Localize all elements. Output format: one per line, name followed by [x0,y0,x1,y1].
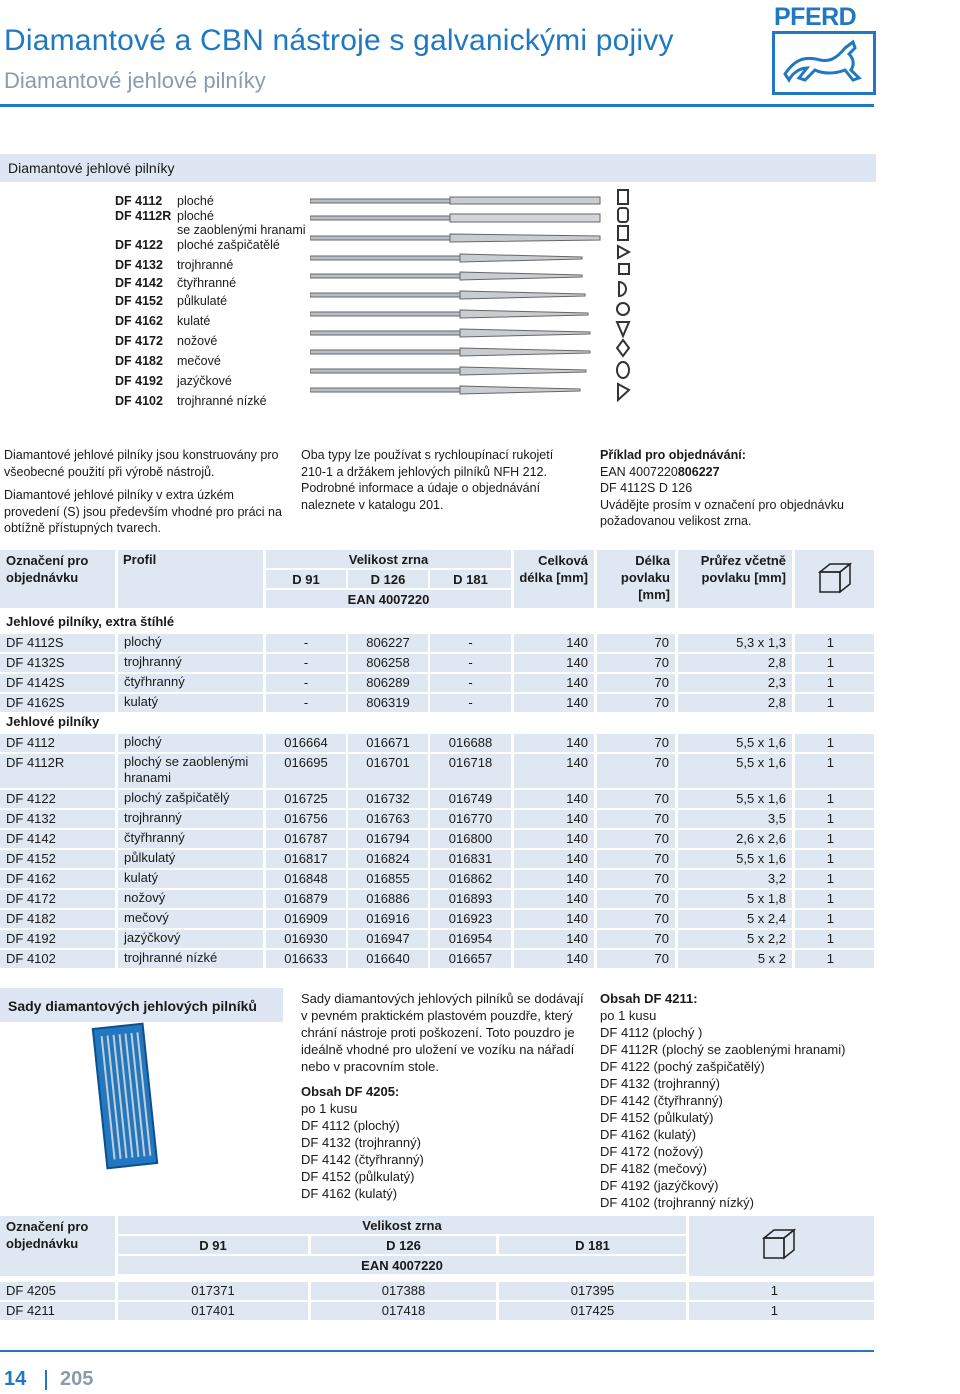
df4211-list [600,1007,870,1211]
ean-d126: 016947 [366,931,410,946]
coat-length: 70 [654,931,669,946]
low-triangle-profile-icon [618,384,629,400]
pack-qty: 1 [826,811,834,826]
cross-section: 5,5 x 1,6 [736,735,786,750]
coat-length: 70 [654,951,669,966]
cross-section: 3,2 [767,871,786,886]
list-item: DF 4112 (plochý) [301,1118,400,1133]
ean-d126: 806227 [366,635,410,650]
item-name: trojhranné nízké [177,394,267,408]
item-name: ploché [177,194,214,208]
oval-profile-icon [617,362,629,378]
ean-d91: 017401 [191,1303,235,1318]
list-item: po 1 kusu [301,1101,358,1116]
ean-d181: 016923 [448,911,493,926]
table-row [0,1282,874,1300]
table-row [0,870,874,888]
order-code: DF 4112S [6,635,64,650]
profile: mečový [124,910,169,925]
col-length: Celková délka [mm] [519,553,588,585]
package-icon [818,562,852,594]
ean-d91: - [303,655,309,670]
order-code: DF 4122 [6,791,56,806]
table2-header [0,1216,874,1276]
ean-d181: 017425 [570,1303,615,1318]
col-d91: D 91 [292,572,320,587]
ean-d91: 016695 [284,755,328,770]
table1-header [0,550,874,608]
profile: trojhranné nízké [124,950,218,965]
total-length: 140 [566,911,588,926]
list-item: DF 4142 (čtyřhranný) [301,1152,424,1167]
order-code: DF 4205 [6,1283,56,1298]
total-length: 140 [566,951,588,966]
order-code: DF 4211 [6,1303,55,1318]
df4205-list [301,1100,586,1202]
pferd-logo [772,3,876,93]
ean-d126: 806258 [366,655,410,670]
total-length: 140 [566,811,588,826]
item-name: jazýčkové [177,374,232,388]
file-set-case-image [0,1022,283,1174]
item-code: DF 4172 [115,334,163,348]
order-code: DF 4102 [6,951,56,966]
order-code: DF 4132S [6,655,65,670]
list-item: DF 4182 (mečový) [600,1161,707,1176]
total-length: 140 [566,655,588,670]
ean-d126: 806319 [366,695,410,710]
item-name: nožové [177,334,218,348]
profile: plochý [124,734,162,749]
order-example-code: DF 4112S D 126 [600,481,693,495]
cross-section: 3,5 [767,811,786,826]
ean-d126: 017418 [381,1303,426,1318]
order-example-title: Příklad pro objednávání: [600,448,746,462]
ean-d91: - [303,675,309,690]
item-name: trojhranné [177,258,234,272]
total-length: 140 [566,831,588,846]
ean-d126: 016916 [366,911,410,926]
ean-d91: - [303,695,309,710]
table-row [0,694,874,712]
ean-d91: 016725 [284,791,328,806]
group-slim: Jehlové pilníky, extra štíhlé [6,614,175,629]
ean-d181: 016688 [448,735,493,750]
pack-qty: 1 [826,675,834,690]
ean-d181: 016862 [448,871,493,886]
ean-d91: 016909 [284,911,328,926]
list-item: DF 4122 (pochý zašpičatělý) [600,1059,765,1074]
list-item: DF 4102 (trojhranný nízký) [600,1195,754,1210]
table-row [0,890,874,908]
pack-qty: 1 [826,871,834,886]
item-name: čtyřhranné [177,276,237,290]
total-length: 140 [566,695,588,710]
table-row [0,790,874,808]
col-coat-length: Délka povlaku [mm] [620,553,670,602]
list-item: DF 4162 (kulatý) [301,1186,398,1201]
ean-d126: 016671 [366,735,410,750]
col-order: Označení pro objednávku [6,553,89,585]
pack-qty: 1 [826,931,834,946]
profile: jazýčkový [124,930,181,945]
total-length: 140 [566,931,588,946]
profile: půlkulatý [124,850,176,865]
coat-length: 70 [654,755,669,770]
t2-col-d181: D 181 [575,1238,610,1253]
table-row [0,654,874,672]
ean-d126: 016855 [366,871,410,886]
ean-d181: 017395 [570,1283,615,1298]
ean-d181: 016770 [448,811,493,826]
profile: trojhranný [124,810,182,825]
sets-description [301,990,586,1202]
cross-section: 2,6 x 2,6 [736,831,786,846]
ean-d91: 016633 [284,951,328,966]
ean-d181: - [468,635,473,650]
ean-d126: 016701 [366,755,410,770]
half-round-profile-icon [619,282,626,296]
coat-length: 70 [654,655,669,670]
cross-section: 2,3 [767,675,786,690]
logo-text: PFERD [774,3,857,31]
df4205-title: Obsah DF 4205: [301,1084,400,1099]
ean-d181: - [468,655,473,670]
item-code: DF 4152 [115,294,163,308]
list-item: po 1 kusu [600,1008,657,1023]
pack-qty: 1 [826,791,834,806]
intro-col2: Oba typy lze používat s rychloupínací rukojetí 210-1 a držákem jehlových pilníků NFH 212. Podrobné informace a údaje o objednávání naleznete v katalogu 201. [301,448,554,512]
coat-length: 70 [654,911,669,926]
ean-d91: 016664 [284,735,328,750]
df4211-title: Obsah DF 4211: [600,991,698,1006]
list-item: DF 4132 (trojhranný) [301,1135,421,1150]
df4211-contents [600,990,870,1211]
cross-section: 5,5 x 1,6 [736,791,786,806]
ean-d91: 016930 [284,931,328,946]
page-subtitle: Diamantové jehlové pilníky [4,68,266,93]
flat-profile-icon [618,190,628,204]
ean-d126: 016640 [366,951,410,966]
item-name: ploché [177,209,214,223]
page-title: Diamantové a CBN nástroje s galvanickými pojivy [4,24,674,57]
item-name: kulaté [177,314,211,328]
table-row [0,734,874,752]
ean-d181: 016893 [448,891,493,906]
t2-col-grit: Velikost zrna [362,1218,442,1233]
table-row [0,810,874,828]
table-row [0,910,874,928]
barrette-profile-icon [617,340,629,356]
total-length: 140 [566,755,588,770]
ean-d91: 016817 [284,851,328,866]
sets-panel [0,988,283,1174]
order-code: DF 4182 [6,911,56,926]
ean-d126: 806289 [366,675,410,690]
list-item: DF 4152 (půlkulatý) [600,1110,714,1125]
table-row [0,1302,874,1320]
coat-length: 70 [654,871,669,886]
order-code: DF 4172 [6,891,56,906]
order-code: DF 4192 [6,931,56,946]
pack-qty: 1 [770,1303,778,1318]
order-code: DF 4142S [6,675,65,690]
table-row [0,830,874,848]
list-item: DF 4172 (nožový) [600,1144,704,1159]
profile: plochý [124,634,162,649]
coat-length: 70 [654,831,669,846]
coat-length: 70 [654,695,669,710]
total-length: 140 [566,891,588,906]
item-name: se zaoblenými hranami [177,223,306,237]
table-row [0,850,874,868]
round-profile-icon [617,303,629,315]
ean-d181: 016657 [448,951,493,966]
intro-paragraph: Diamantové jehlové pilníky v extra úzkém provedení (S) jsou především vhodné pro práci na obtížně přístupných tvarech. [4,488,282,535]
item-code: DF 4162 [115,314,163,328]
ean-d181: 016954 [448,931,493,946]
overview-heading: Diamantové jehlové pilníky [8,160,175,176]
cross-section: 5 x 1,8 [746,891,786,906]
table-row [0,754,874,788]
overview-list [115,194,315,414]
rounded-profile-icon [618,208,628,222]
profile: plochý zašpičatělý [124,790,230,805]
sets-image-area [0,1022,283,1174]
header-rule [0,104,874,107]
order-code: DF 4162 [6,871,56,886]
item-code: DF 4182 [115,354,163,368]
item-name: ploché zašpičatělé [177,238,280,252]
item-code: DF 4192 [115,374,163,388]
total-length: 140 [566,635,588,650]
list-item: DF 4152 (půlkulatý) [301,1169,415,1184]
pack-qty: 1 [826,655,834,670]
sets-desc-text: Sady diamantových jehlových pilníků se dodávají v pevném praktickém plastovém pouzdře, který chrání nástroje proti poškození. Toto pouzdro je ideálně vhodné pro uložení ve vozíku na nářadí nebo v pracovním stole. [301,991,584,1074]
ean-d91: 017371 [191,1283,235,1298]
total-length: 140 [566,871,588,886]
intro-col3 [600,447,870,530]
coat-length: 70 [654,735,669,750]
ean-d181: 016718 [448,755,493,770]
ean-d126: 016763 [366,811,410,826]
profile: kulatý [124,694,158,709]
package-icon [762,1228,796,1260]
total-length: 140 [566,735,588,750]
cross-section: 5,5 x 1,6 [736,851,786,866]
table-row [0,634,874,652]
ean-d91: - [303,635,309,650]
list-item: DF 4112R (plochý se zaoblenými hranami) [600,1042,846,1057]
horse-icon [772,31,876,95]
list-item: DF 4192 (jazýčkový) [600,1178,719,1193]
intro-paragraph: Diamantové jehlové pilníky jsou konstruovány pro všeobecné použití při výrobě nástrojů. [4,448,279,479]
cross-section: 5 x 2 [757,951,786,966]
footer-rule [0,1350,874,1352]
file-image [310,197,600,204]
col-cross: Průřez včetně povlaku [mm] [700,553,786,585]
table-row [0,950,874,968]
col-grit: Velikost zrna [348,552,429,567]
item-code: DF 4122 [115,238,163,252]
coat-length: 70 [654,891,669,906]
square-profile-icon [619,264,629,274]
list-item: DF 4112 (plochý ) [600,1025,703,1040]
cross-section: 2,8 [767,655,786,670]
ean-d126: 016824 [366,851,410,866]
knife-profile-icon [617,322,629,336]
coat-length: 70 [654,635,669,650]
cross-section: 5 x 2,2 [746,931,786,946]
item-code: DF 4132 [115,258,163,272]
sets-heading: Sady diamantových jehlových pilníků [8,998,257,1014]
order-example-note: Uváděјte prosím v označení pro objednávku požadovanou velikost zrna. [600,497,844,528]
ean-d91: 016879 [284,891,328,906]
pack-qty: 1 [826,911,834,926]
list-item: DF 4132 (trojhranný) [600,1076,720,1091]
group-regular: Jehlové pilníky [6,714,100,729]
col-d126: D 126 [370,572,406,587]
order-code: DF 4142 [6,831,56,846]
profile: čtyřhranný [124,830,185,845]
profile-icons [612,188,636,413]
pack-qty: 1 [826,951,834,966]
ean-d91: 016756 [284,811,328,826]
cross-section: 5,5 x 1,6 [736,755,786,770]
t2-col-d91: D 91 [199,1238,227,1253]
ean-d126: 016794 [366,831,410,846]
item-code: DF 4112R [115,209,172,223]
ean-d181: - [468,675,473,690]
profile: nožový [124,890,166,905]
item-name: mečové [177,354,221,368]
pack-qty: 1 [826,635,834,650]
t2-col-d126: D 126 [386,1238,421,1253]
ean-d181: - [468,695,473,710]
pack-qty: 1 [826,695,834,710]
ean-d126: 017388 [381,1283,426,1298]
cross-section: 5,3 x 1,3 [736,635,786,650]
ean-d181: 016800 [448,831,493,846]
total-length: 140 [566,791,588,806]
pack-qty: 1 [826,891,834,906]
triangle-profile-icon [618,246,629,258]
pack-qty: 1 [770,1283,778,1298]
ean-d181: 016749 [448,791,493,806]
profile: trojhranný [124,654,182,669]
coat-length: 70 [654,791,669,806]
order-code: DF 4152 [6,851,56,866]
pack-qty: 1 [826,851,834,866]
item-code: DF 4142 [115,276,163,290]
intro-col1 [4,447,284,537]
list-item: DF 4142 (čtyřhranný) [600,1093,723,1108]
page-number: 14 [4,1368,27,1390]
profile: kulatý [124,870,158,885]
order-code: DF 4132 [6,811,56,826]
pack-qty: 1 [826,755,834,770]
pack-qty: 1 [826,831,834,846]
order-code: DF 4112 [6,735,55,750]
catalog-number: 205 [60,1368,94,1390]
coat-length: 70 [654,851,669,866]
ean-d181: 016831 [448,851,493,866]
flat-taper-profile-icon [618,226,628,240]
coat-length: 70 [654,675,669,690]
table-row [0,930,874,948]
total-length: 140 [566,851,588,866]
footer-divider [45,1370,47,1390]
pack-qty: 1 [826,735,834,750]
col-d181: D 181 [453,572,488,587]
col-ean: EAN 4007220 [347,592,430,607]
item-code: DF 4112 [115,194,163,208]
ean-prefix: EAN 4007220 [600,464,678,479]
item-code: DF 4102 [115,394,163,408]
ean-d126: 016732 [366,791,410,806]
ean-d91: 016848 [284,871,328,886]
item-name: půlkulaté [177,294,228,308]
coat-length: 70 [654,811,669,826]
t2-col-order: Označení pro objednávku [6,1219,89,1251]
list-item: DF 4162 (kulatý) [600,1127,697,1142]
cross-section: 5 x 2,4 [746,911,786,926]
profile: plochý se zaoblenými hranami [124,754,249,785]
col-profile: Profil [123,552,157,567]
ean-code: 806227 [677,464,720,479]
order-code: DF 4112R [6,755,65,770]
ean-d126: 016886 [366,891,410,906]
t2-col-ean: EAN 4007220 [361,1258,443,1273]
table-row [0,674,874,692]
needle-files-illustration [310,190,640,415]
cross-section: 2,8 [767,695,786,710]
ean-d91: 016787 [284,831,328,846]
total-length: 140 [566,675,588,690]
order-code: DF 4162S [6,695,65,710]
profile: čtyřhranný [124,674,185,689]
